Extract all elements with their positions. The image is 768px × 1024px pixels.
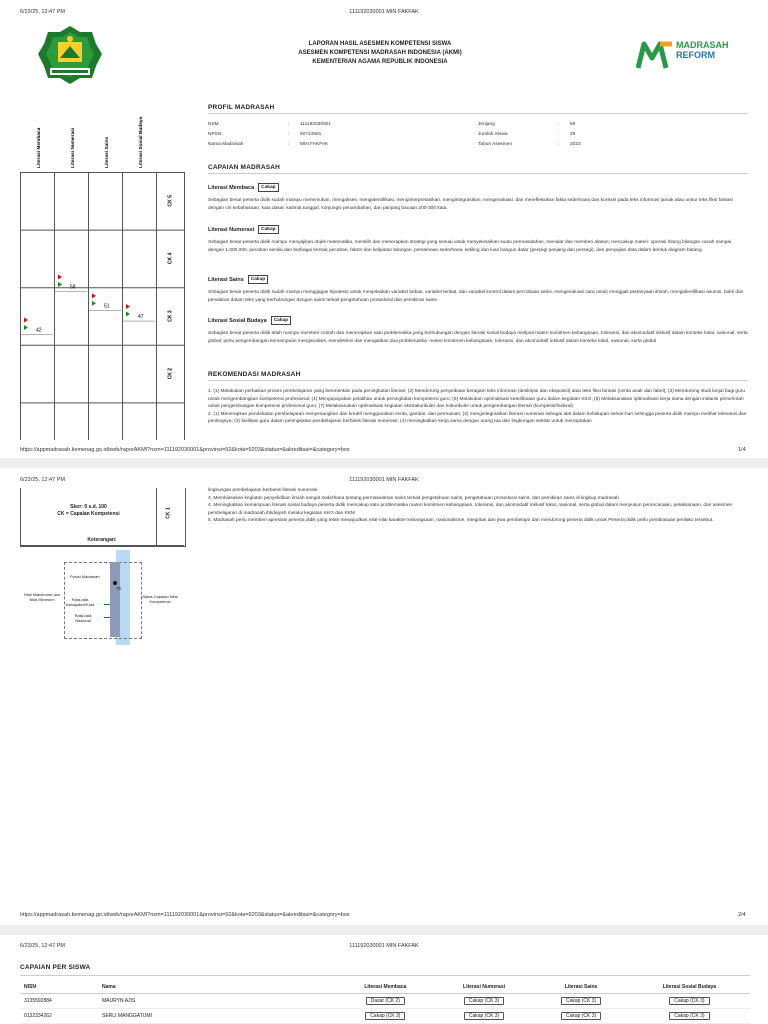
print-url: https://appmadrasah.kemenag.go.id/web/raporAKMI?nsm=111192030001&provinsi=92&kota=9203&status=&akreditasi=&category=box: [20, 447, 350, 453]
profil-value-jumlah: 29: [570, 132, 576, 137]
data-label: 47: [138, 314, 144, 321]
capaian-text: Sebagian besar peserta didik telah mampu memberi contoh dan menerapkan satu problematika yang berhubungan dengan literasi sosial budaya meliputi materi komitmen kebangsaan, toleransi, dan akomodatif inklusif dalam konteks lokal, nasional, serta global; perlu pengembangan kemampuan menganalisis, mendeteksi dan mengaitkan dua problematika; materi komitmen kebangsaan, toleransi, dan akomodatif inklusif dalam konteks lokal, nasional, serta global: [208, 331, 748, 344]
data-label: 58: [70, 284, 76, 291]
print-url-2: https://appmadrasah.kemenag.go.id/web/raporAKMI?nsm=111192030001&provinsi=92&kota=9203&status=&akreditasi=&category=box: [20, 912, 350, 918]
madrasah-reform-logo: [636, 38, 746, 74]
capaian-label: Literasi Numerasi: [208, 226, 255, 233]
rekomendasi-item: lingkungan pembelajaran berbasis literasi numerasi.: [208, 488, 319, 493]
report-title-line3: KEMENTERIAN AGAMA REPUBLIK INDONESIA: [312, 59, 448, 65]
rekomendasi-item: 2. (1) Menerapkan pendekatan pembelajaran menyenangkan dan kreatif menggunakan cerita, gambar, dan permainan; (2) mengintegrasikan literasi numerasi sebagai alat dalam kehidupan sehari-hari sehingga peserta didik mampu melihat relevansi dan pentingnya; (3) fasilitasi guru dalam peningkatan pembelajaran berbasis literasi numerasi; (4) meningkatkan kerja sama dengan orang tua dan lingkungan sekitar untuk menciptakan: [208, 411, 747, 425]
capaian-membaca: [208, 183, 748, 212]
rekomendasi-divider: [208, 380, 748, 381]
cell-membaca: Dasar (CK 2): [366, 997, 405, 1005]
kemenag-logo: [36, 24, 104, 86]
capaian-text: Sebagian besar peserta didik mampu menyajikan objek matematika, memilih dan menerapkan strategi yang sesuai untuk menyelesaikan suatu permasalahan, menalar dan memberi alasan; mencakup materi: operasi hitung bilangan cacah sampai dengan 1.000.000, pecahan senilai dan berbagai bentuk pecahan, faktor dan kelipatan bilangan, persamaan sederhana, keliling dan luas bangun datar (persegi panjang dan persegi), dan penyajian data dalam bentuk diagram batang.: [208, 240, 732, 253]
capaian-sosial-budaya: [208, 316, 748, 345]
legend-sample-value: 75: [116, 586, 122, 591]
capaian-sains: [208, 275, 748, 304]
print-page-number: 1/4: [738, 447, 746, 453]
data-label: 42: [36, 327, 42, 334]
band-label-ck1: CK 1: [165, 507, 172, 519]
profil-value-nama: MIN FAKFAK: [300, 142, 329, 147]
profil-value-tahun: 2023: [570, 142, 581, 147]
siswa-table-wrap: [20, 981, 750, 1024]
print-datetime: 6/23/25, 12:47 PM: [20, 9, 65, 15]
col-numerasi: Literasi Numerasi: [435, 981, 534, 994]
data-label: 51: [104, 303, 110, 310]
chart-svg: [20, 100, 190, 440]
col-sains: Literasi Sains: [533, 981, 628, 994]
report-title-line2: ASESMEN KOMPETENSI MADRASAH INDONESIA (AKMI): [298, 50, 462, 56]
cell-sosial-budaya: Cakap (CK 3): [669, 1012, 709, 1020]
report-title-line1: LAPORAN HASIL ASESMEN KOMPETENSI SISWA: [308, 41, 452, 47]
table-row: [20, 1009, 750, 1024]
legend-diagram: [20, 550, 184, 645]
profil-label-tahun: Tahun Asesmen: [478, 142, 513, 147]
cell-nama: MAURYN AJIS: [98, 994, 336, 1009]
legend-divider: [20, 545, 184, 546]
legend-batas: Batas Capaian Nilai Kompetensi: [142, 594, 178, 604]
legend-keterangan: Keterangan:: [87, 537, 117, 543]
logo-text-madrasah: MADRASAH: [676, 40, 729, 50]
cell-numerasi: Cakap (CK 3): [464, 997, 504, 1005]
chart-capaian: [20, 100, 190, 440]
mark-rata-nas: [92, 293, 96, 298]
legend-skor: Skor: 0 s.d. 100: [70, 504, 107, 510]
legend-bar: [110, 562, 120, 637]
category-label: Literasi Membaca: [37, 127, 42, 168]
col-membaca: Literasi Membaca: [336, 981, 435, 994]
rekomendasi-item: 3. Membiasakan kegiatan penyelidikan ilmiah sangat sederhana tentang permasalahan sains terkait pengetahuan sains, pengetahuan prosedural sains, dan pemikiran sains di lingkup madrasah.: [208, 495, 621, 501]
mark-rata-nas: [58, 275, 62, 280]
cell-membaca: Cakap (CK 3): [365, 1012, 405, 1020]
profil-value-npsn: 60724581: [300, 132, 322, 137]
cell-nisn: 3135592884: [20, 994, 98, 1009]
cell-sosial-budaya: Cakap (CK 3): [669, 997, 709, 1005]
cell-nisn: 0132334262: [20, 1009, 98, 1024]
siswa-heading: CAPAIAN PER SISWA: [20, 964, 91, 971]
rekomendasi-item: 1. (1) Melakukan perbaikan proses pembelajaran yang berorientasi pada peningkatan literasi; (2) Mendorong penyediaan beragam teks informasi (deskripsi dan eksposisi) atau teks fiksi fantasi (cerita anak dan fabel); (3) Mendorong studi lanjut bagi guru untuk mengembangkan kompetensi profesional; (4) Mengupayakan pelatihan untuk peningkatan kompetensi guru; (5) Melakukan optimalisasi keterlibatan guru dalam kegiatan KKG; (6) Melaksanakan optimalisasi kerja sama dengan instansi pemerintah untuk pengembangan kompetensi profesional guru; (7) Melaksanakan optimalisasi kegiatan ekstrakurikuler dan kokurikuler untuk pengembangan literasi (kompetisi/festival): [208, 389, 746, 410]
profil-label-nsm: NSM: [208, 122, 219, 127]
profil-label-jenjang: Jenjang: [478, 122, 495, 127]
print-page-number-2: 2/4: [738, 912, 746, 918]
rekomendasi-item: 5. Madrasah perlu memberi apresiasi peserta didik yang telah mewujudkan nilai-nilai karakter kebangsaan, nasionalisme, integritas dan jiwa pembelajar dan mendorong peserta didik untuk Peserta didik perlu pembiasaan perilaku tersebut.: [208, 518, 714, 524]
category-label: Literasi Sains: [105, 136, 110, 168]
print-doc-title: 111192030001 MIN FAKFAK: [349, 9, 419, 15]
table-header-row: [20, 981, 750, 994]
capaian-label: Literasi Membaca: [208, 184, 255, 191]
band-label: CK 3: [167, 310, 174, 322]
profil-value-nsm: 111192030001: [300, 122, 331, 127]
page-gap: [0, 458, 768, 468]
print-doc-title-2: 111192030001 MIN FAKFAK: [349, 477, 419, 483]
capaian-label: Literasi Sains: [208, 276, 244, 283]
col-nisn: NISN: [20, 981, 98, 994]
print-datetime-2: 6/23/25, 12:47 PM: [20, 477, 65, 483]
legend-ck: CK = Capaian Kompetensi: [57, 511, 120, 517]
mark-rata-kab: [58, 282, 62, 287]
capaian-badge: Cakap: [258, 225, 278, 234]
band-label: CK 5: [167, 195, 174, 207]
col-sosial-budaya: Literasi Sosial Budaya: [629, 981, 750, 994]
capaian-badge: Cakap: [258, 183, 278, 192]
print-datetime-3: 6/23/25, 12:47 PM: [20, 943, 65, 949]
rekomendasi-list-p1: [208, 388, 748, 426]
capaian-badge: Cakap: [271, 316, 291, 325]
col-nama: Nama: [98, 981, 336, 994]
profil-label-jumlah: Jumlah Siswa: [478, 132, 508, 137]
print-doc-title-3: 111192030001 MIN FAKFAK: [349, 943, 419, 949]
legend-rata-kab: Rata-rata Kabupaten/Kota: [65, 597, 95, 607]
report-title: [230, 40, 530, 67]
legend-rata-nas: Rata-rata Nasional: [74, 613, 92, 623]
mark-rata-kab: [92, 301, 96, 306]
category-label: Literasi Sosial Budaya: [139, 116, 144, 168]
legend-posisi: Posisi Madrasah: [70, 574, 100, 579]
capaian-numerasi: [208, 225, 748, 254]
capaian-badge: Cakap: [248, 275, 268, 284]
capaian-label: Literasi Sosial Budaya: [208, 317, 267, 324]
logo-text-reform: REFORM: [676, 50, 715, 60]
profil-value-jenjang: MI: [570, 122, 576, 127]
cell-sains: Cakap (CK 3): [561, 1012, 601, 1020]
rekomendasi-heading: REKOMENDASI MADRASAH: [208, 371, 301, 378]
page-gap-2: [0, 925, 768, 935]
siswa-table: [20, 981, 750, 1024]
profil-label-npsn: NPSN: [208, 132, 222, 137]
rekomendasi-item: 4. Meningkatkan kemampuan literasi sosial budaya peserta didik mencakup satu problematika materi komitmen kebangsaan, toleransi, dan akomodatif inklusif lokal, nasional, serta global dalam menyusun perencanaan, pelaksanaan, dan asesmen pembelajaran di madrasah ibtidaiyah melalui kegiatan KKG dan KKM: [208, 503, 733, 516]
mark-rata-nas: [24, 317, 28, 322]
capaian-text: Sebagian besar peserta didik sudah mampu menemukan, mengakses, mengidentifikasi, menginterpretasikan, mengintegrasikan, mengevaluasi, dan merefleksikan fakta sederhana dan konkret pada teks informasi jamak atau unsur teks fiksi fantasi dengan ciri kebahasaan: kata dasar, kalimat tunggal, konjungsi penambahan, dan panjang bacaan 200-300 kata.: [208, 198, 733, 211]
cell-sains: Cakap (CK 3): [561, 997, 601, 1005]
rekomendasi-list-p2: [208, 487, 748, 525]
profil-label-nama: Nama Madrasah: [208, 142, 244, 147]
cell-numerasi: Cakap (CK 3): [464, 1012, 504, 1020]
capaian-text: Sebagian besar peserta didik sudah mampu menggagas hipotesis untuk menjelaskan variabel bebas, variabel terikat, dan variabel kontrol dalam percobaan sains, mengevaluasi cara untuk menggali pertanyaan ilmiah, mengidentifikasi asumsi, bukti dan penalaran dalam teks yang berhubungan dengan sains terkait pengetahuan prosedural dan pemikiran sains.: [208, 290, 744, 303]
capaian-heading: CAPAIAN MADRASAH: [208, 164, 281, 171]
legend-arrow-kab: [104, 604, 110, 605]
profil-divider: [208, 113, 748, 114]
legend-nilai-mm: Nilai Maksimum dan Nilai Minimum: [23, 592, 60, 602]
mark-rata-nas: [126, 304, 130, 309]
legend-dot: [113, 581, 117, 585]
mark-rata-kab: [24, 325, 28, 330]
profil-heading: PROFIL MADRASAH: [208, 104, 275, 111]
band-label: CK 2: [167, 367, 174, 380]
mark-rata-kab: [126, 312, 130, 317]
table-row: [20, 994, 750, 1009]
legend-arrow-nas: [104, 617, 110, 618]
category-label: Literasi Numerasi: [71, 127, 76, 168]
band-label: CK 4: [167, 252, 174, 265]
siswa-divider: [20, 975, 750, 976]
capaian-divider: [208, 173, 748, 174]
cell-nama: SERLI MANGGATUMI: [98, 1009, 336, 1024]
